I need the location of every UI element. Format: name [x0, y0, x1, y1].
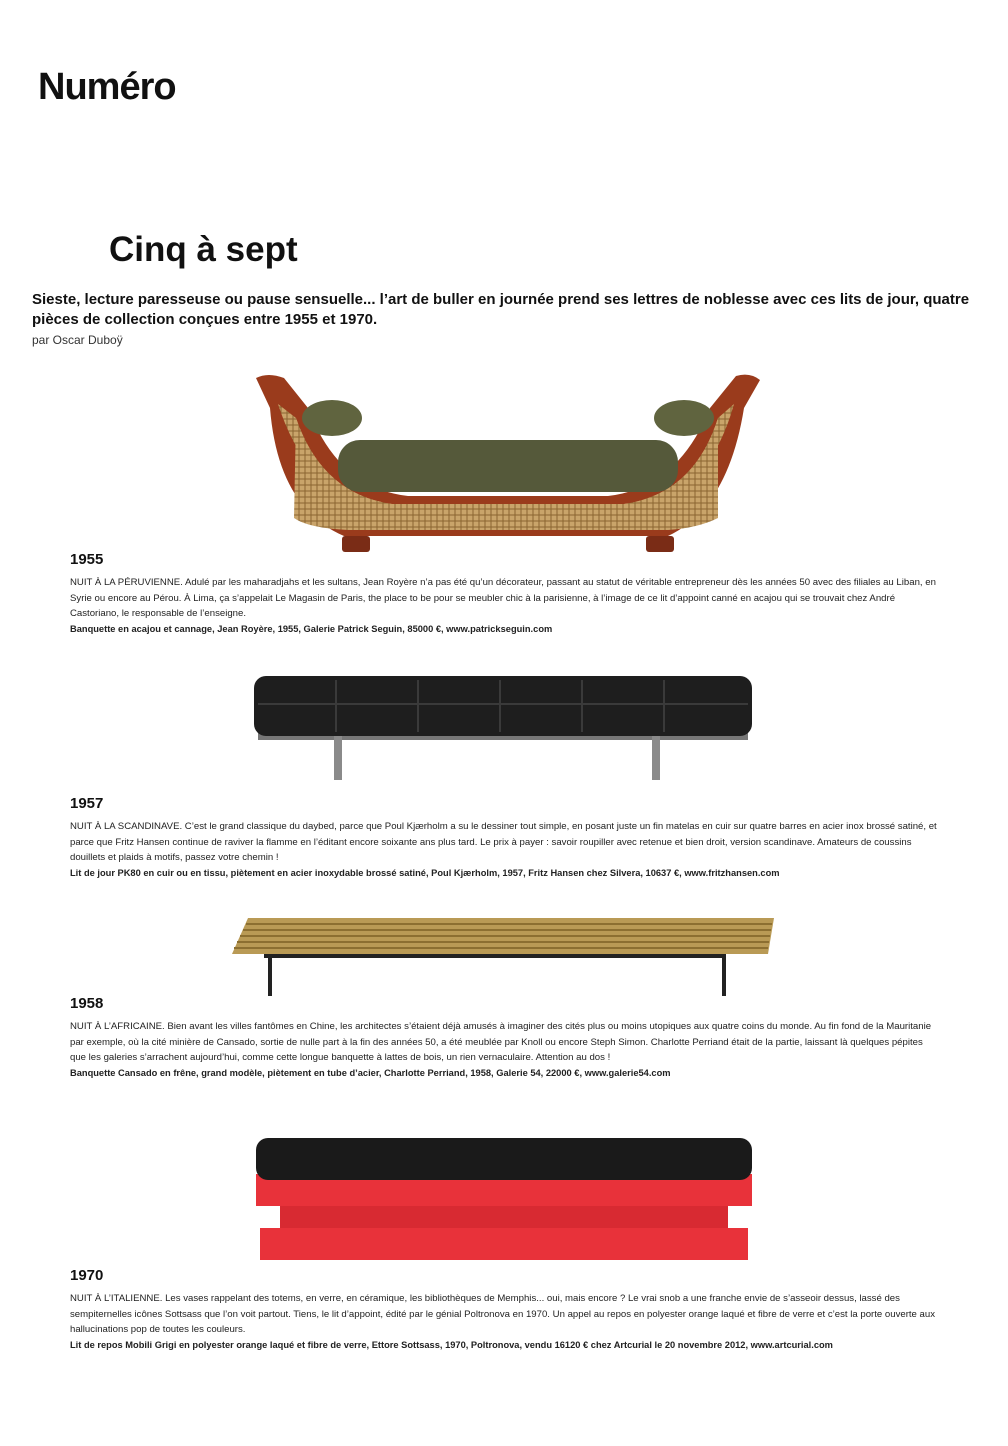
item-1958-text	[70, 1019, 940, 1081]
magazine-logo: Numéro	[38, 66, 176, 108]
article-title: Cinq à sept	[109, 230, 298, 269]
item-1958-description: NUIT À L’AFRICAINE. Bien avant les villes fantômes en Chine, les architectes s’étaient déjà amusés à imaginer des cités plus ou moins utopiques aux quatre coins du monde. Au fin fond de la Mauritanie par exemple, où la cité minière de Cansado, sortie de nulle part à la fin des années 50, a été meublée par Knoll ou encore Steph Simon. Charlotte Perriand était de la partie, laissant là quelques pépites que les galeries s’arrachent aujourd’hui, comme cette longue banquette à lattes de bois, un rien vernaculaire. Attention au dos !	[70, 1021, 932, 1063]
year-1957: 1957	[70, 795, 104, 812]
item-1970-description: NUIT À L’ITALIENNE. Les vases rappelant des totems, en verre, en céramique, les bibliothèques de Memphis... oui, mais encore ? Le vrai snob a une franche envie de s’asseoir dessus, lassé des sempiternelles icônes Sottsass que l’on voit partout. Tiens, le lit d’appoint, édité par le génial Poltronova en 1970. Un appel au repos en polyester orange laqué et fibre de verre et c’est la porte ouverte aux hallucinations pop de toutes les couleurs.	[70, 1293, 936, 1335]
article-author: par Oscar Duboÿ	[32, 333, 123, 347]
article-intro: Sieste, lecture paresseuse ou pause sensuelle... l’art de buller en journée prend ses lettres de noblesse avec ces lits de jour, quatre pièces de collection conçues entre 1955 et 1970.	[32, 291, 970, 328]
daybed-1957-image	[248, 672, 758, 782]
item-1957-credit: Lit de jour PK80 en cuir ou en tissu, piètement en acier inoxydable brossé satiné, Poul Kjærholm, 1957, Fritz Hansen chez Silvera, 10637 €, www.fritzhansen.com	[70, 867, 780, 878]
item-1955-credit: Banquette en acajou et cannage, Jean Royère, 1955, Galerie Patrick Seguin, 85000 €, www.patrickseguin.com	[70, 623, 553, 634]
year-1958: 1958	[70, 995, 104, 1012]
item-1957-text	[70, 819, 940, 881]
item-1955-description: NUIT À LA PÉRUVIENNE. Adulé par les maharadjahs et les sultans, Jean Royère n’a pas été qu’un décorateur, passant au statut de véritable entrepreneur dès les années 50 avec des filiales au Liban, en Syrie ou encore au Pérou. À Lima, ça s’appelait Le Magasin de Paris, the place to be pour se meubler chic à la parisienne, à l’image de ce lit d’appoint canné en acajou qui se trouvait chez André Castoriano, le responsable de l’enseigne.	[70, 577, 936, 619]
item-1970-text	[70, 1291, 940, 1353]
item-1957-description: NUIT À LA SCANDINAVE. C’est le grand classique du daybed, parce que Poul Kjærholm a su le dessiner tout simple, en posant juste un fin matelas en cuir sur quatre barres en acier inox brossé satiné, et parce que Fritz Hansen continue de raviver la flamme en l’éditant encore soixante ans plus tard. Le prix à payer : savoir roupiller avec retenue et bien droit, version scandinave. Amateurs de coussins douillets et plaids à motifs, passez votre chemin !	[70, 821, 937, 863]
item-1955-text	[70, 575, 940, 637]
item-1958-credit: Banquette Cansado en frêne, grand modèle, piètement en tube d’acier, Charlotte Perriand, 1958, Galerie 54, 22000 €, www.galerie54.com	[70, 1067, 671, 1078]
bench-1958-image	[228, 914, 778, 1000]
year-1955: 1955	[70, 551, 104, 568]
item-1970-credit: Lit de repos Mobili Grigi en polyester orange laqué et fibre de verre, Ettore Sottsass, 1970, Poltronova, vendu 16120 € chez Artcurial le 20 novembre 2012, www.artcurial.com	[70, 1339, 833, 1350]
year-1970: 1970	[70, 1267, 104, 1284]
daybed-1955-image	[248, 368, 768, 554]
daybed-1970-image	[254, 1136, 754, 1264]
